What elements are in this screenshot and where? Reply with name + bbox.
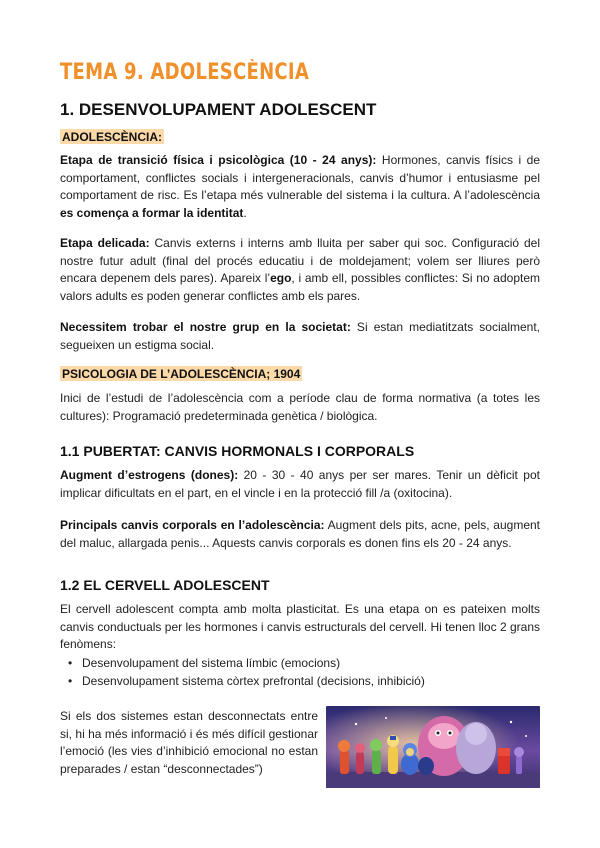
list-item	[60, 655, 425, 673]
paragraph-cervell: El cervell adolescent compta amb molta plasticitat. Es una etapa on es pateixen molts canvis conductuals per les hormones i canvis estructurals del cervell. Hi tenen lloc 2 grans fenòmens:	[60, 602, 540, 651]
list-item	[60, 673, 425, 691]
paragraph-sistemes-desconnectats: Si els dos sistemes estan desconnectats entre si, hi ha més informació i és més difícil gestionar l’emoció (les vies d’inhibició emocional no estan preparades / estan “desconnectades”)	[60, 709, 318, 776]
term-canvis-corporals: Principals canvis corporals en l’adolescència:	[60, 518, 325, 532]
term-etapa-delicada: Etapa delicada:	[60, 236, 150, 250]
paragraph-etapa-delicada	[60, 235, 540, 305]
paragraph-estrogens	[60, 467, 540, 502]
text-period: .	[243, 205, 247, 220]
bullet-list-fenomens	[60, 655, 425, 690]
term-grup-societat: Necessitem trobar el nostre grup en la societat:	[60, 320, 351, 334]
label-adolescencia: ADOLESCÈNCIA:	[62, 130, 163, 144]
bullet-icon: •	[68, 656, 73, 670]
section-heading-cervell: 1.2 EL CERVELL ADOLESCENT	[60, 577, 270, 593]
paragraph-psicologia: Inici de l’estudi de l’adolescència com a període clau de forma normativa (a totes les cultures): Programació predeterminada genètica / biològica.	[60, 391, 540, 423]
paragraph-canvis-corporals	[60, 517, 540, 552]
term-ego: ego	[270, 271, 292, 285]
term-estrogens: Augment d’estrogens (dones):	[60, 468, 239, 482]
inside-out-characters-image	[326, 706, 540, 788]
list-item-text: Desenvolupament del sistema límbic (emocions)	[82, 656, 341, 670]
text-etapa-delicada-end: , i amb ell, possibles conflictes: Si no adoptem valors adults es poden generar conflictes amb els pares.	[60, 271, 540, 303]
label-psicologia: PSICOLOGIA DE L’ADOLESCÈNCIA; 1904	[62, 367, 301, 381]
section-heading-desenvolupament: 1. DESENVOLUPAMENT ADOLESCENT	[60, 100, 377, 119]
text-canvis-corporals: Augment dels pits, acne, pels, augment del maluc, allargada penis... Aquests canvis corporals es donen fins els 20 - 24 anys.	[60, 518, 541, 550]
paragraph-grup-societat	[60, 319, 540, 354]
section-heading-pubertat: 1.1 PUBERTAT: CANVIS HORMONALS I CORPORALS	[60, 443, 415, 459]
bullet-icon: •	[68, 673, 73, 688]
text-etapa-transicio: Hormones, canvis físics i de comportament, conflictes socials i intergeneracionals, canvis d’humor i entusiasme pel comportament de risc. Es l’etapa més vulnerable del sistema i la cultura. A l’adolescència	[60, 153, 541, 202]
illustration-graphic	[326, 706, 540, 788]
text-grup-societat: Si estan mediatitzats socialment, segueixen un estigma social.	[60, 320, 540, 352]
term-identitat: es comença a formar la identitat	[60, 205, 244, 220]
text-estrogens: 20 - 30 - 40 anys per ser mares. Tenir un dèficit pot implicar dificultats en el part, en el vincle i en la protecció fill /a (oxitocina).	[60, 468, 540, 500]
page-title: TEMA 9. ADOLESCÈNCIA	[60, 60, 310, 85]
paragraph-etapa-transicio	[60, 152, 540, 222]
text-etapa-delicada: Canvis externs i interns amb lluita per saber qui soc. Configuració del nostre futur adult (final del procés educatiu i de moldejament; volem ser lliures però encara depenem dels pares). Apareix l’	[60, 236, 541, 285]
term-etapa-transicio: Etapa de transició física i psicològica (10 - 24 anys):	[60, 153, 377, 167]
list-item-text: Desenvolupament sistema còrtex prefrontal (decisions, inhibició)	[82, 673, 425, 688]
